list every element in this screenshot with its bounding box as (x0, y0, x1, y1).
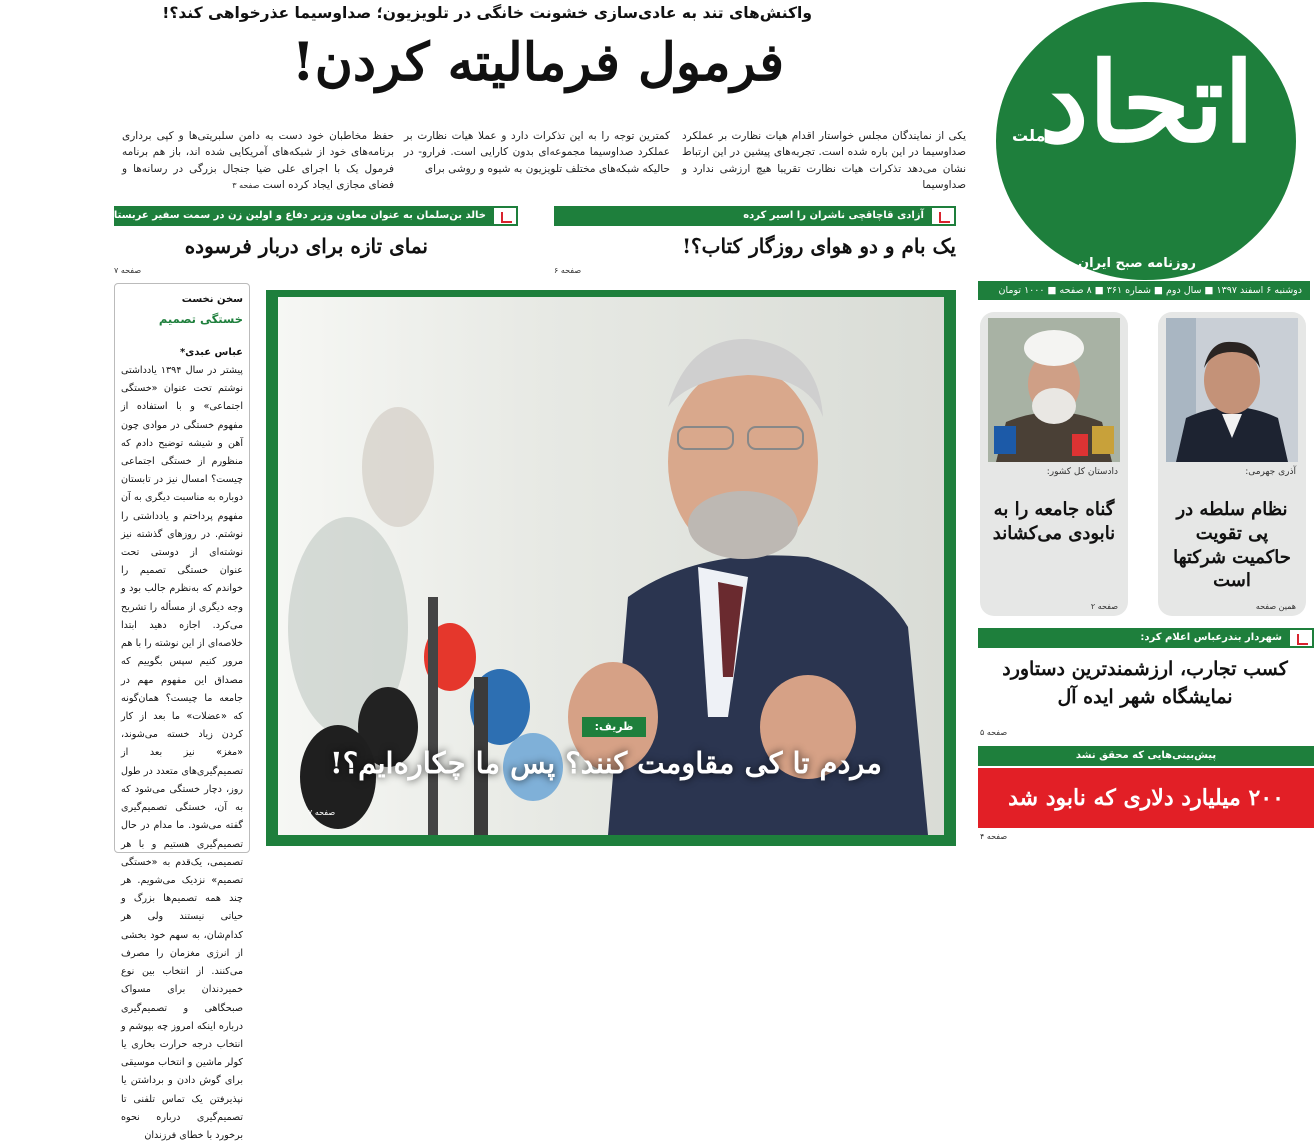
masthead-logo (982, 2, 1314, 280)
card-page: همین صفحه (1255, 602, 1296, 611)
lede-col-2 (404, 128, 670, 177)
column-kicker: سخن نخست (181, 294, 243, 305)
lede-col-3 (122, 128, 394, 193)
photo-caption[interactable]: مردم تا کی مقاومت کنند؟ پس ما چکاره‌ایم؟! (330, 746, 882, 780)
bandar-kicker: شهردار بندرعباس اعلام کرد: (1140, 632, 1282, 643)
lede-page-ref: صفحه ۳ (232, 180, 260, 190)
jahromi-portrait (1166, 318, 1298, 462)
arrow-icon (930, 206, 956, 226)
card-caption: دادستان کل کشور: (1046, 467, 1118, 477)
dollar-page: صفحه ۴ (980, 832, 1008, 841)
saudi-kicker-bar (0, 206, 518, 226)
lede-col-2a: کمترین توجه را به این تذکرات دارد و عملا هیات نظارت بر عملکرد صداوسیما مجموعه‌ای بدون کارایی است. (404, 130, 670, 159)
book-kicker: آزادی قاچاقچی ناشران را اسیر کرده (743, 210, 924, 221)
photo-page: صفحه ۷ (308, 808, 336, 817)
card-caption: آذری جهرمی: (1245, 467, 1296, 477)
saudi-headline[interactable]: نمای تازه برای دربار فرسوده (184, 234, 428, 258)
book-kicker-bar (554, 206, 956, 226)
lede-col-1: یکی از نمایندگان مجلس خواستار اقدام هیات نظارت بر عملکرد صداوسیما در این باره شده است. تجربه‌های پیشین در این ارتباط نشان می‌دهد تذکرات هیات نظارت تقریبا هیچ ارزشی ندارد و صداوسیما (682, 130, 966, 191)
bandar-headline[interactable]: کسب تجارب، ارزشمندترین دستاورد نمایشگاه شهر ایده آل (1002, 658, 1288, 708)
bandar-page: صفحه ۵ (980, 728, 1008, 737)
column-author: عباس عبدی* (179, 346, 243, 358)
column-body: پیشتر در سال ۱۳۹۴ یادداشتی نوشتم تحت عنوان «خستگی اجتماعی» و با استفاده از مفهوم خستگی در موادی چون آهن و شیشه توضیح دادم که منظورم از خستگی اجتماعی چیست؟ امسال نیز در تابستان دوباره به مناسبت دیگری به آن مفهوم پرداختم و یادداشتی را نوشتم. در روزهای گذشته نیز نوشته‌ای از دوستی تحت عنوان خستگی تصمیم را خواندم که به‌نظرم جالب بود و وجه دیگری از مسأله را تشریح می‌کرد. اجازه دهید ابتدا خلاصه‌ای از این نوشته را با هم مرور کنیم سپس بگوییم که مصداق این مفهوم مهم در جامعه ما چیست؟ همان‌گونه که «عضلات» ما بعد از کار کردن زیاد خسته می‌شوند، «مغز» نیز بعد از تصمیم‌گیری‌های متعدد در طول روز، دچار خستگی می‌شود که به آن، خستگی تصمیم‌گیری گفته می‌شود. ما مدام در حال تصمیم‌گیری هستیم و با هر تصمیمی، یک‌قدم به «خستگی تصمیم» نزدیک می‌شویم. هر چند همه تصمیم‌ها بزرگ و حیاتی نیستند ولی هر کدام‌شان، به سهم خود بخشی از انرژی مغزمان را مصرف می‌کنند. از انتخاب بین نوع خمیردندان برای مسواک صبحگاهی و تصمیم‌گیری درباره اینکه امروز چه بپوشم و انتخاب درجه حرارت بخاری یا کولر ماشین و انتخاب موسیقی برای گوش دادن و برداشتن یا نپذیرفتن یک تماس تلفنی تا تصمیم‌گیری درباره نحوه برخورد با خطای فرزندان (121, 364, 243, 1142)
lede-col-3a: حفظ مخاطبان خود دست به دامن سلبریتی‌ها و کپی برداری برنامه‌های خود از شبکه‌های آمریکایی شده اند، باز هم برنامه فرمول یک با اجرای علی ضیا جنجال بزرگی در رسانه‌ها و فضای مجازی ایجاد کرده است (122, 130, 394, 191)
bandar-kicker-bar (978, 628, 1314, 648)
card-headline: نظام سلطه در پی تقویت حاکمیت شرکتها است (1173, 499, 1291, 592)
arrow-icon (1288, 628, 1314, 648)
logo-tagline: روزنامه صبح ایران (1078, 256, 1197, 271)
column-title[interactable]: خستگی تصمیم (158, 312, 243, 326)
saudi-kicker: خالد بن‌سلمان به عنوان معاون وزیر دفاع و اولین زن در سمت سفیر عربستان در آمریکا تعیین شدند (0, 210, 486, 221)
jahromi-photo (1166, 318, 1298, 462)
book-page: صفحه ۶ (554, 266, 582, 275)
logo-title: اتحاد (1039, 38, 1255, 167)
arrow-icon (492, 206, 518, 226)
dollar-headline[interactable]: ۲۰۰ میلیارد دلاری که نابود شد (978, 768, 1314, 828)
prosecutor-photo (988, 318, 1120, 462)
prosecutor-portrait (988, 318, 1120, 462)
book-headline[interactable]: یک بام و دو هوای روزگار کتاب؟! (682, 234, 956, 258)
top-headline[interactable]: فرمول فرمالیته کردن! (291, 32, 785, 93)
saudi-page: صفحه ۷ (114, 266, 142, 275)
top-supertitle: واکنش‌های تند به عادی‌سازی خشونت خانگی در تلویزیون؛ صداوسیما عذرخواهی کند؟! (162, 4, 812, 22)
card-headline: گناه جامعه را به نابودی می‌کشاند (992, 499, 1116, 544)
card-prosecutor[interactable] (980, 312, 1128, 616)
editorial-column (114, 283, 250, 1142)
card-jahromi[interactable] (1158, 312, 1306, 616)
dollar-kicker-bar: پیش‌بینی‌هایی که محقق نشد (978, 746, 1314, 766)
lede-col-2b: فرارو- در حالیکه شبکه‌های مختلف تلویزیون به شیوه و روشی برای (404, 146, 670, 175)
photo-quote-tag: ظریف: (582, 717, 646, 737)
card-page: صفحه ۲ (1090, 602, 1118, 611)
logo-mellat: ملت (1012, 126, 1046, 145)
dateline: دوشنبه ۶ اسفند ۱۳۹۷ ■ سال دوم ■ شماره ۳۶۱ ■ ۸ صفحه ■ ۱۰۰۰ تومان (978, 281, 1310, 300)
